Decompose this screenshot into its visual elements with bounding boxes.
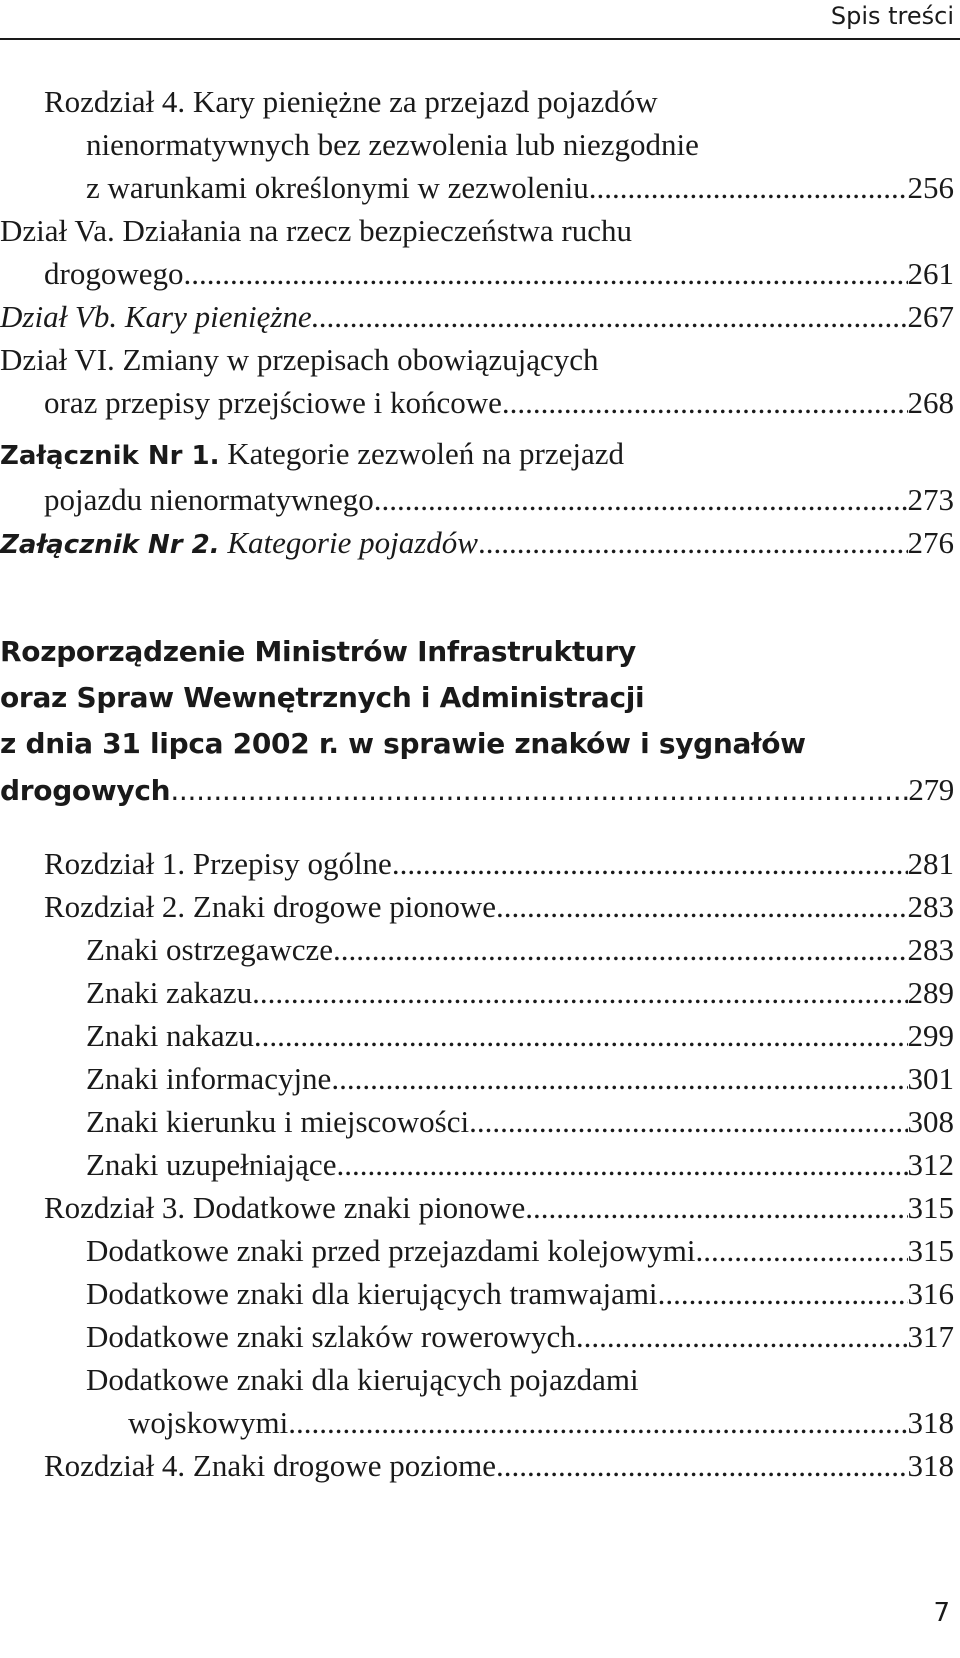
toc-entry[interactable] <box>0 842 954 885</box>
toc-entry-title: Rozdział 4. Znaki drogowe poziome <box>44 1448 496 1483</box>
dot-leader <box>502 381 908 424</box>
toc-entry-title: Dział Vb. Kary pieniężne <box>0 299 312 334</box>
toc-entry[interactable] <box>0 971 954 1014</box>
toc-entry-line: Rozdział 4. Kary pieniężne za przejazd pojazdów <box>44 84 658 119</box>
toc-entry-title: pojazdu nienormatywnego <box>44 482 374 517</box>
toc-entry-line: Załącznik Nr 1. Kategorie zezwoleń na przejazd <box>0 436 624 471</box>
toc-entry <box>0 767 954 814</box>
dot-leader <box>478 521 908 564</box>
toc-entry-line: Dział Va. Działania na rzecz bezpieczeństwa ruchu <box>0 213 632 248</box>
annex-label: Załącznik Nr 2. <box>0 530 220 560</box>
dot-leader <box>525 1186 907 1229</box>
toc-entry-title: Znaki uzupełniające <box>86 1147 337 1182</box>
toc-page-number: 318 <box>907 1405 954 1440</box>
dot-leader <box>254 1014 908 1057</box>
dot-leader <box>252 971 907 1014</box>
toc-page-number: 279 <box>908 772 954 807</box>
toc-entry[interactable] <box>0 885 954 928</box>
toc-entry[interactable] <box>0 1057 954 1100</box>
toc-page-number: 299 <box>907 1018 954 1053</box>
toc-entry-title: Znaki ostrzegawcze <box>86 932 334 967</box>
toc-entry-title: Dodatkowe znaki dla kierujących tramwajami <box>86 1276 658 1311</box>
toc-entry[interactable] <box>0 252 954 295</box>
toc-entry-title: Znaki zakazu <box>86 975 253 1010</box>
toc-entry[interactable] <box>0 1186 954 1229</box>
toc-entry-line: Dodatkowe znaki dla kierujących pojazdami <box>86 1362 639 1397</box>
toc-entry-title: Kategorie pojazdów <box>219 525 478 560</box>
toc-entry-title: Znaki nakazu <box>86 1018 254 1053</box>
running-header-title: Spis treści <box>830 2 954 30</box>
toc-entry-title: drogowego <box>44 256 184 291</box>
toc-entry-title: Dodatkowe znaki szlaków rowerowych <box>86 1319 576 1354</box>
toc-entry-title: Dodatkowe znaki przed przejazdami kolejowymi <box>86 1233 696 1268</box>
toc-entry-title: Rozdział 2. Znaki drogowe pionowe <box>44 889 496 924</box>
dot-leader <box>288 1401 907 1444</box>
toc-entry-line: nienormatywnych bez zezwolenia lub niezgodnie <box>86 127 699 162</box>
toc-entry[interactable] <box>0 1401 954 1444</box>
toc-page-number: 315 <box>907 1190 954 1225</box>
toc-entry[interactable] <box>0 1100 954 1143</box>
toc-page-number: 273 <box>907 482 954 517</box>
dot-leader <box>589 166 908 209</box>
toc-entry[interactable] <box>0 1229 954 1272</box>
toc-page-number: 316 <box>907 1276 954 1311</box>
toc-page-number: 312 <box>907 1147 954 1182</box>
annex-label: Załącznik Nr 1. <box>0 441 220 471</box>
toc-page-number: 317 <box>907 1319 954 1354</box>
dot-leader <box>576 1315 908 1358</box>
toc-page-number: 268 <box>907 385 954 420</box>
dot-leader <box>469 1100 907 1143</box>
toc-entry[interactable] <box>0 1272 954 1315</box>
toc-page-number: 308 <box>907 1104 954 1139</box>
toc-entry-title: drogowych <box>0 774 171 807</box>
toc-entry[interactable] <box>0 478 954 521</box>
toc-page-number: 281 <box>907 846 954 881</box>
dot-leader <box>183 252 907 295</box>
toc-entry-title: oraz przepisy przejściowe i końcowe <box>44 385 502 420</box>
toc-entry-title: z warunkami określonymi w zezwoleniu <box>86 170 589 205</box>
toc-page-number: 315 <box>907 1233 954 1268</box>
toc-entry-line: Dział VI. Zmiany w przepisach obowiązujących <box>0 342 599 377</box>
dot-leader <box>312 295 908 338</box>
toc-entry[interactable] <box>0 928 954 971</box>
toc-page-number: 318 <box>907 1448 954 1483</box>
regulation-heading[interactable]: Rozporządzenie Ministrów Infrastruktury oraz Spraw Wewnętrznych i Administracji z dnia 31 lipca 2002 r. w sprawie znaków i sygnałów drogowych ..... 279 <box>0 629 954 814</box>
page-number: 7 <box>933 1598 950 1628</box>
toc-entry[interactable] <box>0 1444 954 1487</box>
toc-page-number: 301 <box>907 1061 954 1096</box>
toc-entry[interactable] <box>0 1143 954 1186</box>
toc-entry-title: wojskowymi <box>128 1405 289 1440</box>
dot-leader <box>374 478 908 521</box>
dot-leader <box>658 1272 908 1315</box>
toc-entry-title: Rozdział 3. Dodatkowe znaki pionowe <box>44 1190 526 1225</box>
toc-entry[interactable] <box>0 1014 954 1057</box>
toc-page-number: 283 <box>907 932 954 967</box>
toc-entry-title: Rozdział 1. Przepisy ogólne <box>44 846 392 881</box>
dot-leader <box>695 1229 907 1272</box>
dot-leader <box>496 1444 908 1487</box>
dot-leader <box>170 768 908 814</box>
toc-page-number: 289 <box>907 975 954 1010</box>
toc-page-number: 261 <box>907 256 954 291</box>
running-header <box>0 0 960 40</box>
dot-leader <box>333 928 907 971</box>
dot-leader <box>336 1143 907 1186</box>
toc-page-number: 256 <box>907 170 954 205</box>
toc-entry[interactable] <box>0 1315 954 1358</box>
toc-entry-title: Znaki informacyjne <box>86 1061 332 1096</box>
table-of-contents <box>0 80 954 1487</box>
toc-page-number: 276 <box>907 525 954 560</box>
toc-entry[interactable] <box>0 521 954 567</box>
dot-leader <box>496 885 908 928</box>
toc-entry-title: Znaki kierunku i miejscowości <box>86 1104 470 1139</box>
toc-entry[interactable] <box>0 381 954 424</box>
dot-leader <box>331 1057 907 1100</box>
dot-leader <box>392 842 908 885</box>
toc-entry[interactable] <box>0 166 954 209</box>
toc-entry[interactable] <box>0 295 954 338</box>
toc-page-number: 267 <box>907 299 954 334</box>
toc-page-number: 283 <box>907 889 954 924</box>
